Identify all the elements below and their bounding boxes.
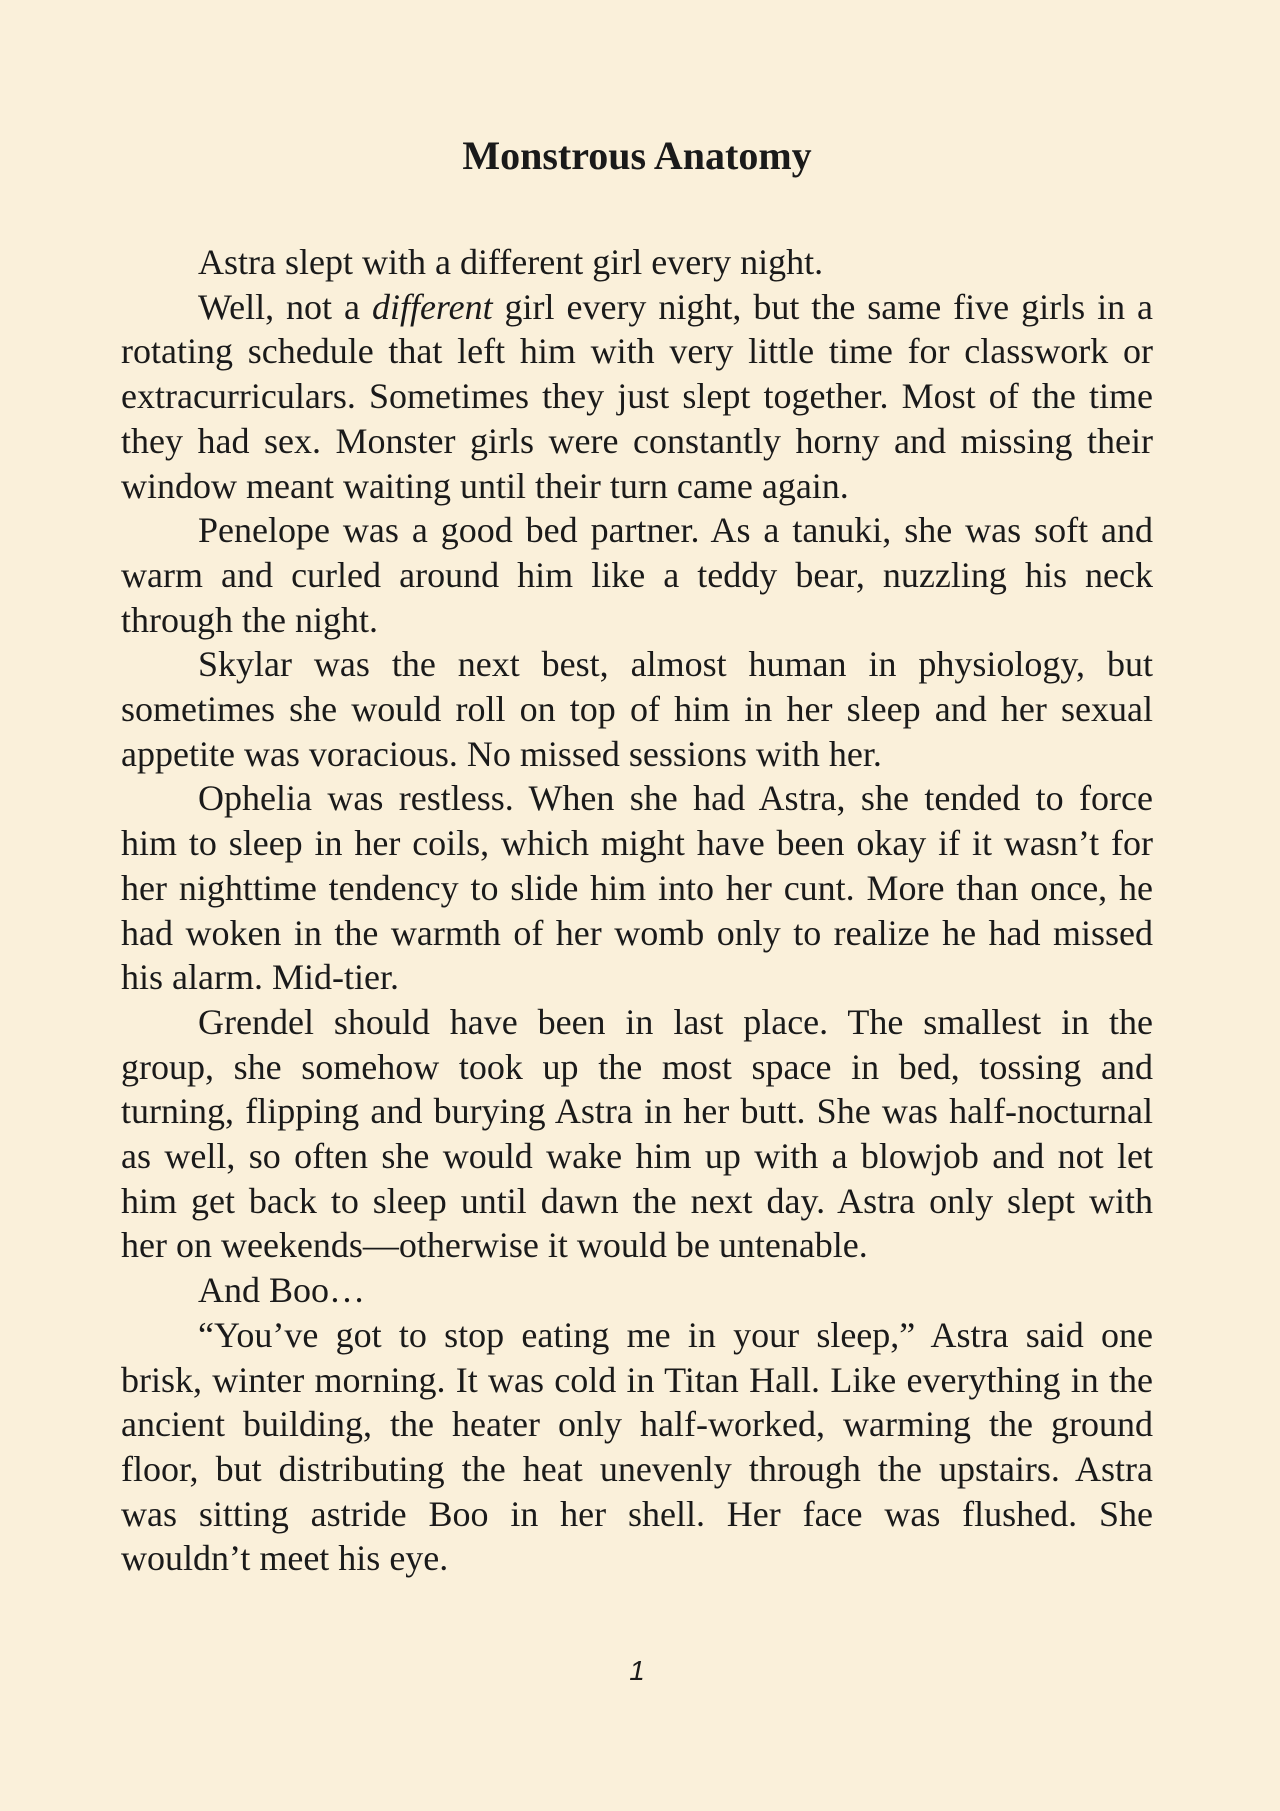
paragraph <box>121 776 1153 1000</box>
text-line: ancient building, the heater only half-worked, warming the ground <box>121 1404 1153 1445</box>
text-line: him get back to sleep until dawn the next day. Astra only slept with <box>121 1180 1153 1221</box>
text-line: him to sleep in her coils, which might have been okay if it wasn’t for <box>121 823 1153 864</box>
paragraph <box>121 1268 1153 1313</box>
text-line: Penelope was a good bed partner. As a tanuki, she was soft and <box>198 510 1153 551</box>
paragraph <box>121 1313 1153 1581</box>
text-line: And Boo… <box>198 1270 366 1311</box>
text-line: extracurriculars. Sometimes they just slept together. Most of the time <box>121 376 1153 417</box>
text-line: Ophelia was restless. When she had Astra, she tended to force <box>198 778 1153 819</box>
paragraph <box>121 285 1153 509</box>
text-line: his alarm. Mid-tier. <box>121 957 399 998</box>
text-line: Skylar was the next best, almost human in physiology, but <box>198 644 1153 685</box>
text-line: through the night. <box>121 599 378 640</box>
paragraph <box>121 508 1153 642</box>
paragraph <box>121 642 1153 776</box>
text-line: was sitting astride Boo in her shell. Her face was flushed. She <box>121 1493 1153 1534</box>
paragraph <box>121 1000 1153 1268</box>
italic-text: different <box>371 286 493 327</box>
text-line: her nighttime tendency to slide him into her cunt. More than once, he <box>121 867 1153 908</box>
text-line: appetite was voracious. No missed sessions with her. <box>121 733 882 774</box>
text-line: her on weekends—otherwise it would be untenable. <box>121 1225 868 1266</box>
paragraph <box>121 240 1153 285</box>
text-line: group, she somehow took up the most space in bed, tossing and <box>121 1046 1153 1087</box>
page-title: Monstrous Anatomy <box>462 133 812 178</box>
text-line: floor, but distributing the heat unevenly through the upstairs. Astra <box>121 1448 1153 1489</box>
text-line: as well, so often she would wake him up with a blowjob and not let <box>121 1136 1153 1177</box>
text-line: brisk, winter morning. It was cold in Titan Hall. Like everything in the <box>121 1359 1153 1400</box>
text-line: Well, not a different girl every night, but the same five girls in a <box>198 286 1154 327</box>
text-body <box>121 240 1153 1581</box>
page-number: 1 <box>629 1655 645 1687</box>
text-line: warm and curled around him like a teddy bear, nuzzling his neck <box>121 554 1153 595</box>
text-line: had woken in the warmth of her womb only to realize he had missed <box>121 912 1153 953</box>
text-line: they had sex. Monster girls were constantly horny and missing their <box>121 420 1153 461</box>
text-line: turning, flipping and burying Astra in her butt. She was half-nocturnal <box>121 1091 1153 1132</box>
text-line: wouldn’t meet his eye. <box>121 1538 449 1579</box>
text-line: sometimes she would roll on top of him in her sleep and her sexual <box>121 689 1153 730</box>
text-line: “You’ve got to stop eating me in your sleep,” Astra said one <box>198 1314 1153 1355</box>
text-line: window meant waiting until their turn came again. <box>121 465 849 506</box>
text-line: Astra slept with a different girl every night. <box>198 242 824 282</box>
text-line: Grendel should have been in last place. The smallest in the <box>198 1001 1153 1042</box>
text-line: rotating schedule that left him with very little time for classwork or <box>121 331 1153 372</box>
